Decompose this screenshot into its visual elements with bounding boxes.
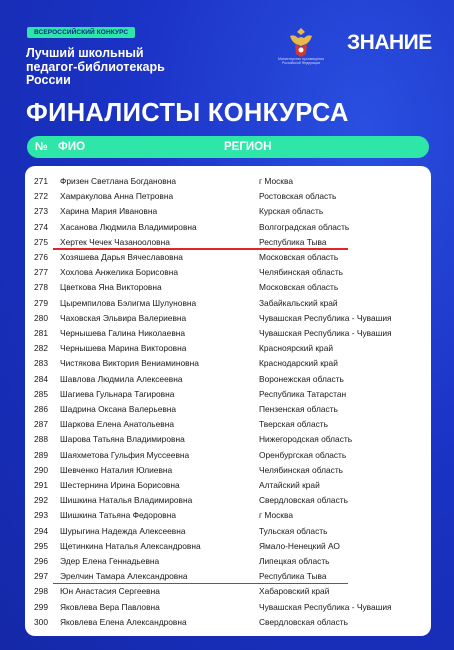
cell-num: 273 bbox=[34, 206, 48, 217]
cell-num: 271 bbox=[34, 176, 48, 186]
cell-name: Яковлева Вера Павловна bbox=[60, 601, 160, 612]
table-row bbox=[25, 219, 431, 235]
cell-name: Цветкова Яна Викторовна bbox=[60, 282, 162, 293]
table-row bbox=[25, 568, 431, 584]
table-row bbox=[25, 538, 431, 554]
cell-name: Эдер Елена Геннадьевна bbox=[60, 556, 160, 566]
table-row bbox=[25, 355, 431, 371]
cell-num: 285 bbox=[34, 388, 48, 399]
cell-num: 286 bbox=[34, 404, 48, 414]
table-row bbox=[25, 462, 431, 478]
table-row bbox=[25, 234, 431, 250]
table-row bbox=[25, 553, 431, 569]
cell-num: 291 bbox=[34, 480, 48, 490]
cell-name: Шавлова Людмила Алексеевна bbox=[60, 373, 183, 384]
cell-name: Шишкина Татьяна Федоровна bbox=[60, 510, 177, 521]
cell-name: Шарова Татьяна Владимировна bbox=[60, 434, 185, 445]
cell-region: Пензенская область bbox=[259, 404, 338, 414]
cell-region: Тульская область bbox=[259, 525, 328, 536]
cell-name: Шурыгина Надежда Алексеевна bbox=[60, 525, 186, 536]
cell-num: 294 bbox=[34, 525, 48, 536]
cell-name: Хасанова Людмила Владимировна bbox=[60, 221, 197, 232]
cell-region: Свердловская область bbox=[259, 495, 348, 506]
cell-name: Чернышева Марина Викторовна bbox=[60, 343, 187, 354]
cell-num: 280 bbox=[34, 312, 48, 323]
cell-name: Юн Анастасия Сергеевна bbox=[60, 586, 160, 597]
cell-name: Чаховская Эльвира Валериевна bbox=[60, 312, 187, 323]
cell-name: Эрелчин Тамара Александровна bbox=[60, 571, 188, 582]
cell-name: Чернышева Галина Николаевна bbox=[60, 328, 186, 338]
table-row bbox=[25, 599, 431, 615]
ministry-caption: Министерство просвещения Российской Федерации bbox=[278, 57, 324, 65]
cell-num: 287 bbox=[34, 419, 48, 430]
cell-name: Чистякова Виктория Вениаминовна bbox=[60, 358, 199, 369]
cell-region: Алтайский край bbox=[259, 480, 320, 490]
cell-num: 272 bbox=[34, 191, 48, 202]
cell-region: Республика Татарстан bbox=[259, 388, 347, 399]
cell-region: Курская область bbox=[259, 206, 324, 217]
cell-region: Липецкая область bbox=[259, 556, 330, 566]
cell-name: Шишкина Наталья Владимировна bbox=[60, 495, 193, 506]
cell-name: Шевченко Наталия Юлиевна bbox=[60, 464, 173, 475]
table-row bbox=[25, 401, 431, 417]
cell-region: Свердловская область bbox=[259, 616, 348, 627]
cell-num: 282 bbox=[34, 343, 48, 354]
table-row bbox=[25, 523, 431, 539]
cell-name: Цыремпилова Бэлигма Шулуновна bbox=[60, 297, 197, 308]
cell-num: 296 bbox=[34, 556, 48, 566]
cell-region: Чувашская Республика - Чувашия bbox=[259, 312, 392, 323]
table-row bbox=[25, 583, 431, 599]
cell-num: 278 bbox=[34, 282, 48, 293]
cell-name: Хертек Чечек Чазанооловна bbox=[60, 236, 170, 247]
cell-name: Харина Мария Ивановна bbox=[60, 206, 158, 217]
cell-region: Воронежская область bbox=[259, 373, 344, 384]
table-row bbox=[25, 477, 431, 493]
cell-region: Нижегородская область bbox=[259, 434, 353, 445]
cell-region: Чувашская Республика - Чувашия bbox=[259, 328, 392, 338]
cell-num: 288 bbox=[34, 434, 48, 445]
table-row bbox=[25, 371, 431, 387]
table-row bbox=[25, 507, 431, 523]
cell-region: Чувашская Республика - Чувашия bbox=[259, 601, 392, 612]
cell-num: 274 bbox=[34, 221, 48, 232]
cell-name: Шагиева Гульнара Тагировна bbox=[60, 388, 175, 399]
cell-num: 284 bbox=[34, 373, 48, 384]
cell-region: Республика Тыва bbox=[259, 571, 327, 582]
cell-region: Красноярский край bbox=[259, 343, 334, 354]
cell-name: Шадрина Оксана Валерьевна bbox=[60, 404, 177, 414]
cell-region: Забайкальский край bbox=[259, 297, 338, 308]
cell-region: Ростовская область bbox=[259, 191, 337, 202]
cell-name: Хамракулова Анна Петровна bbox=[60, 191, 174, 202]
cell-region: Челябинская область bbox=[259, 464, 344, 475]
table-row bbox=[25, 492, 431, 508]
cell-num: 276 bbox=[34, 252, 48, 262]
table-row bbox=[25, 416, 431, 432]
table-row bbox=[25, 340, 431, 356]
cell-region: Оренбургская область bbox=[259, 449, 347, 460]
finalists-table bbox=[25, 166, 431, 636]
column-header-name: ФИО bbox=[58, 141, 86, 153]
cell-num: 298 bbox=[34, 586, 48, 597]
table-header bbox=[27, 136, 429, 158]
cell-region: Краснодарский край bbox=[259, 358, 338, 369]
cell-num: 283 bbox=[34, 358, 48, 369]
cell-name: Шестернина Ирина Борисовна bbox=[60, 480, 180, 490]
cell-name: Щетинкина Наталья Александровна bbox=[60, 540, 201, 551]
cell-num: 289 bbox=[34, 449, 48, 460]
cell-region: Хабаровский край bbox=[259, 586, 330, 597]
cell-name: Хозяшева Дарья Вячеславовна bbox=[60, 252, 183, 262]
table-row bbox=[25, 249, 431, 265]
cell-num: 290 bbox=[34, 464, 48, 475]
contest-title-line: Лучший школьный bbox=[26, 46, 144, 60]
cell-region: г Москва bbox=[259, 510, 293, 521]
table-row bbox=[25, 188, 431, 204]
table-row bbox=[25, 614, 431, 630]
table-row bbox=[25, 325, 431, 341]
contest-title bbox=[26, 47, 246, 88]
column-header-region: РЕГИОН bbox=[224, 141, 272, 153]
cell-region: Московская область bbox=[259, 252, 339, 262]
cell-num: 292 bbox=[34, 495, 48, 506]
table-row bbox=[25, 173, 431, 189]
cell-name: Шаркова Елена Анатольевна bbox=[60, 419, 175, 430]
contest-badge: ВСЕРОССИЙСКИЙ КОНКУРС bbox=[27, 27, 135, 38]
contest-title-line: педагог-библиотекарь bbox=[26, 59, 165, 74]
cell-region: Республика Тыва bbox=[259, 236, 327, 247]
cell-num: 293 bbox=[34, 510, 48, 521]
table-row bbox=[25, 431, 431, 447]
cell-name: Хохлова Анжелика Борисовна bbox=[60, 267, 178, 278]
table-row bbox=[25, 295, 431, 311]
cell-name: Фризен Светлана Богдановна bbox=[60, 176, 177, 186]
table-row bbox=[25, 386, 431, 402]
cell-num: 279 bbox=[34, 297, 48, 308]
table-row bbox=[25, 203, 431, 219]
cell-region: Волгоградская область bbox=[259, 221, 350, 232]
cell-num: 300 bbox=[34, 616, 48, 627]
contest-title-line: России bbox=[26, 73, 71, 87]
cell-num: 281 bbox=[34, 328, 48, 338]
table-row bbox=[25, 279, 431, 295]
table-row bbox=[25, 264, 431, 280]
cell-num: 275 bbox=[34, 236, 48, 247]
cell-num: 297 bbox=[34, 571, 48, 582]
cell-region: Челябинская область bbox=[259, 267, 344, 278]
cell-num: 277 bbox=[34, 267, 48, 278]
column-header-num: № bbox=[35, 141, 48, 153]
table-row bbox=[25, 310, 431, 326]
table-row bbox=[25, 447, 431, 463]
cell-region: Ямало-Ненецкий АО bbox=[259, 540, 340, 551]
cell-num: 299 bbox=[34, 601, 48, 612]
cell-region: Тверская область bbox=[259, 419, 328, 430]
page-title: ФИНАЛИСТЫ КОНКУРСА bbox=[26, 99, 349, 127]
znanie-logo: ЗНАНИЕ bbox=[347, 31, 432, 54]
cell-region: Московская область bbox=[259, 282, 339, 293]
cell-region: г Москва bbox=[259, 176, 293, 186]
cell-name: Шаяхметова Гульфия Муссеевна bbox=[60, 449, 190, 460]
cell-name: Яковлева Елена Александровна bbox=[60, 616, 187, 627]
cell-num: 295 bbox=[34, 540, 48, 551]
